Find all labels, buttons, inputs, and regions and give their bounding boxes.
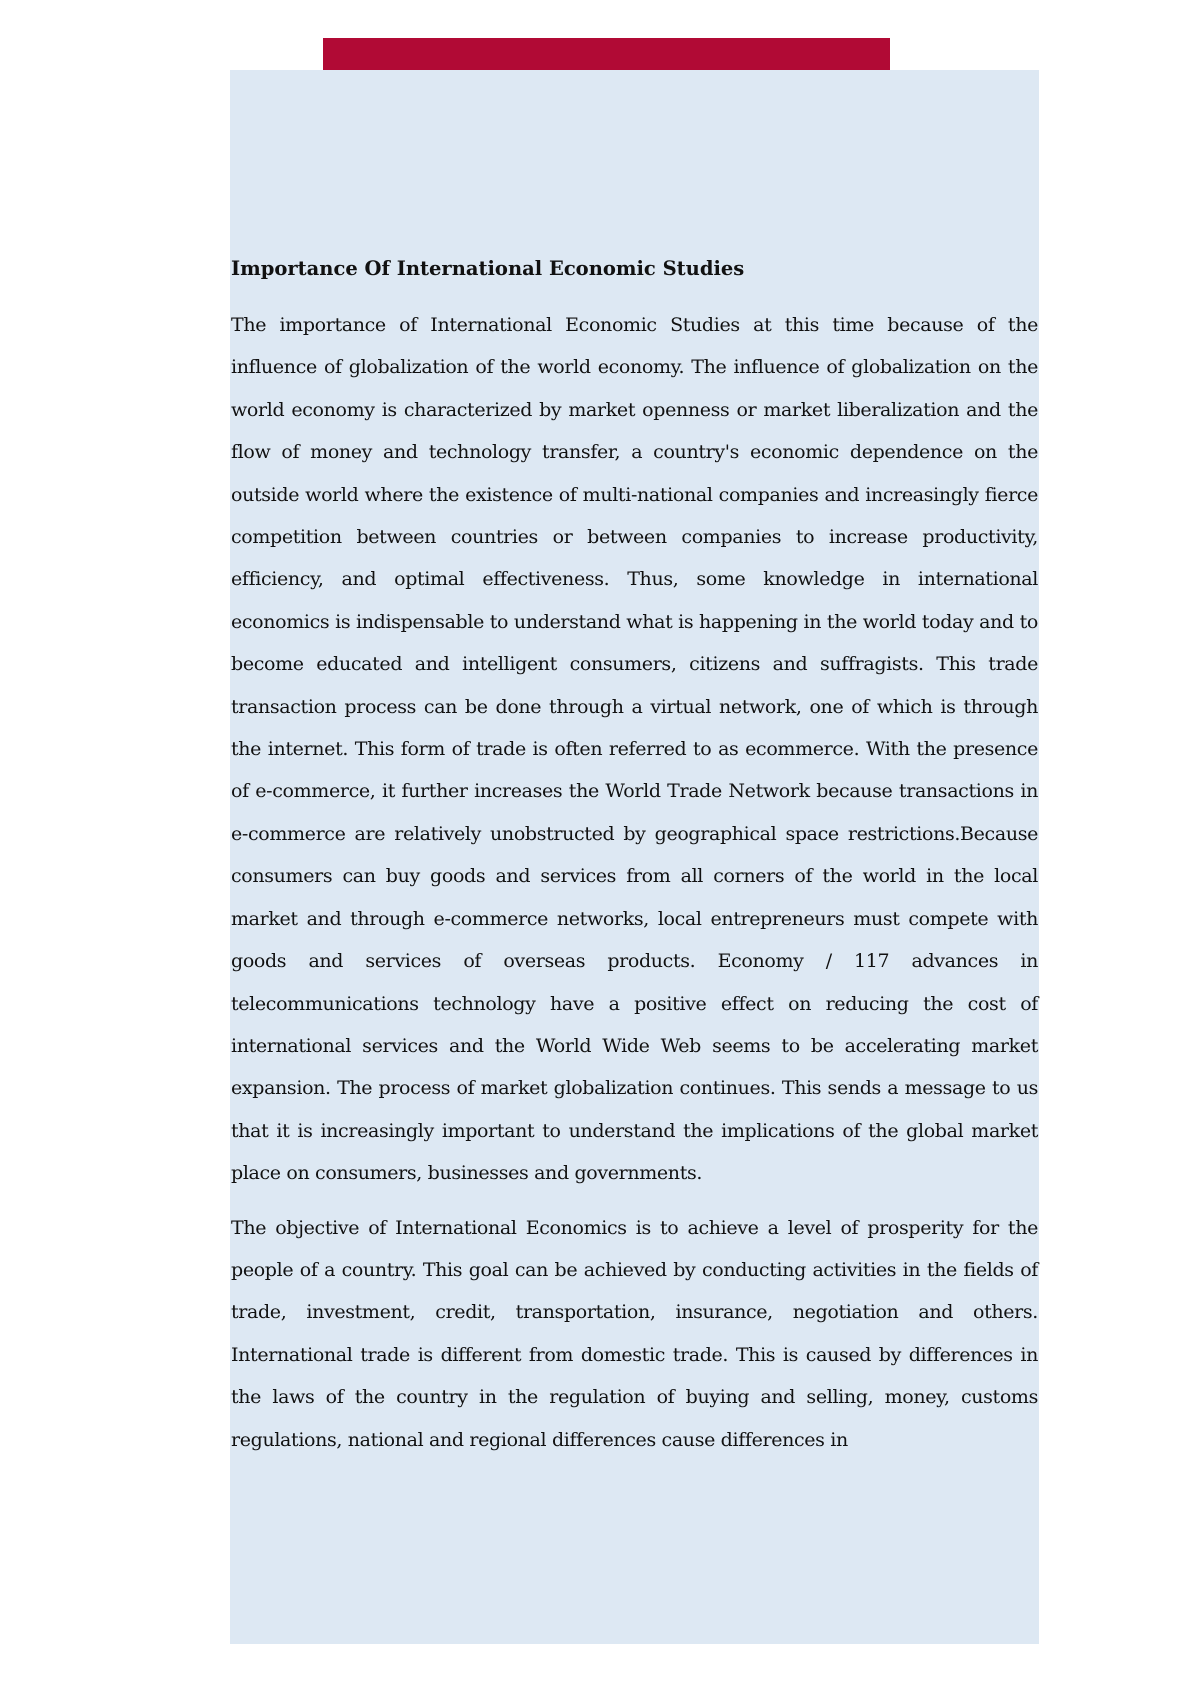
header-accent-bar bbox=[323, 38, 890, 70]
section-heading: Importance Of International Economic Studies bbox=[231, 257, 745, 280]
paragraph-importance: The importance of International Economic Studies at this time because of the influence of globalization of the world economy. The influence of globalization on the world economy is characterized by market openness or market liberalization and the flow of money and technology transfer, a country's economic dependence on the outside world where the existence of multi-national companies and increasingly fierce competition between countries or between companies to increase productivity, efficiency, and optimal effectiveness. Thus, some knowledge in international economics is indispensable to understand what is happening in the world today and to become educated and intelligent consumers, citizens and suffragists. This trade transaction process can be done through a virtual network, one of which is through the internet. This form of trade is often referred to as ecommerce. With the presence of e-commerce, it further increases the World Trade Network because transactions in e-commerce are relatively unobstructed by geographical space restrictions.Because consumers can buy goods and services from all corners of the world in the local market and through e-commerce networks, local entrepreneurs must compete with goods and services of overseas products. Economy / 117 advances in telecommunications technology have a positive effect on reducing the cost of international services and the World Wide Web seems to be accelerating market expansion. The process of market globalization continues. This sends a message to us that it is increasingly important to understand the implications of the global market place on consumers, businesses and governments. bbox=[231, 314, 1038, 1185]
document-body bbox=[231, 256, 1038, 1473]
paragraph-objective: The objective of International Economics is to achieve a level of prosperity for the people of a country. This goal can be achieved by conducting activities in the fields of trade, investment, credit, transportation, insurance, negotiation and others. International trade is different from domestic trade. This is caused by differences in the laws of the country in the regulation of buying and selling, money, customs regulations, national and regional differences cause differences in bbox=[231, 1216, 1038, 1451]
